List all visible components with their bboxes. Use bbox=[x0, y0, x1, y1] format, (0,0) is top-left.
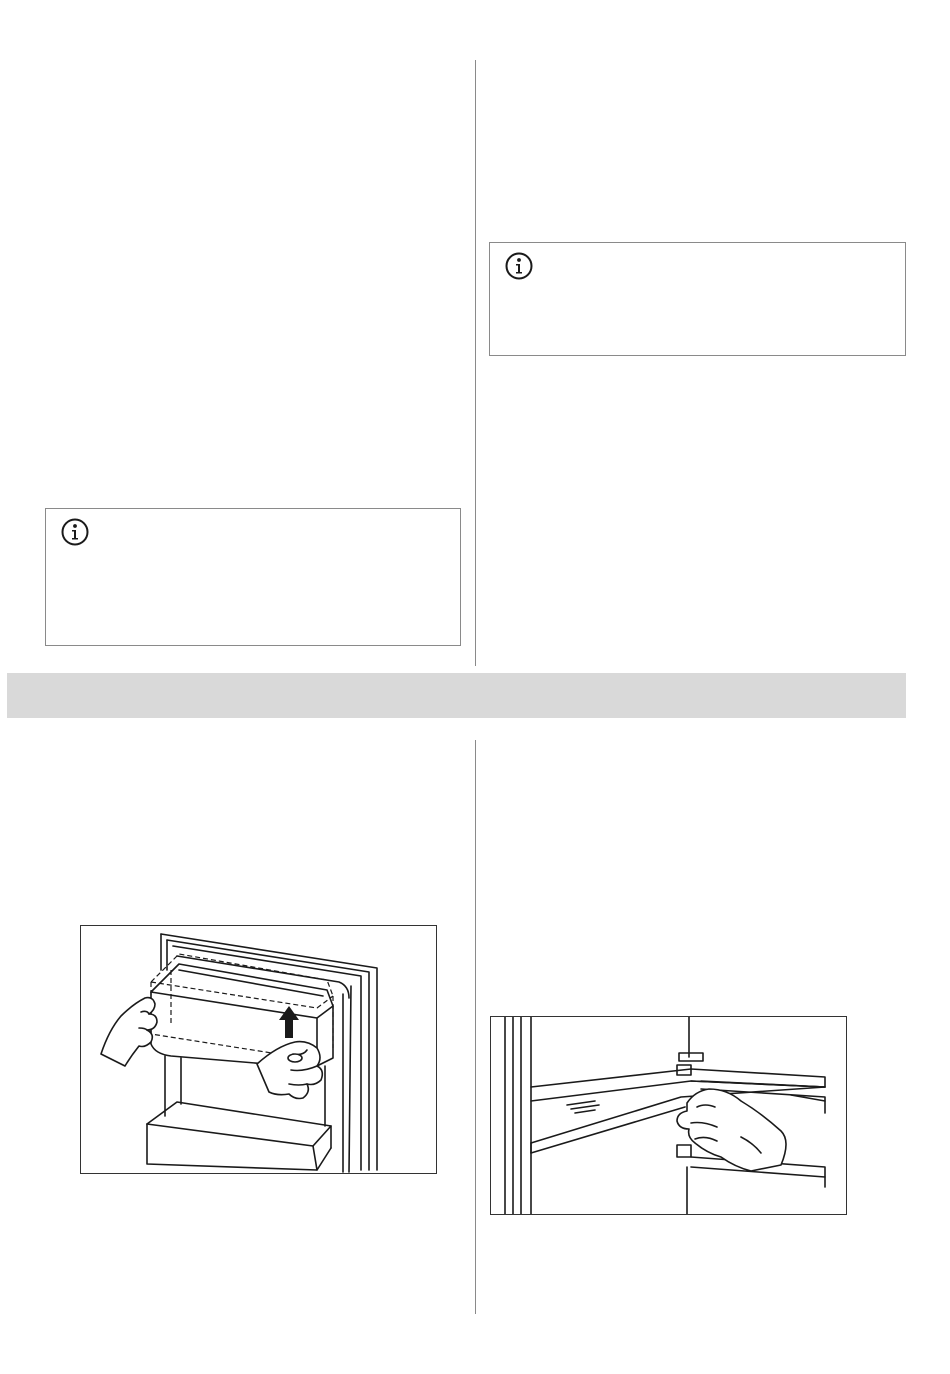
door-shelf-removal-illustration bbox=[80, 925, 437, 1174]
info-note-right bbox=[489, 242, 906, 356]
info-note-left bbox=[45, 508, 461, 646]
section-heading-band bbox=[7, 673, 906, 718]
column-divider-top bbox=[475, 60, 476, 666]
info-icon bbox=[60, 517, 90, 547]
glass-shelf-removal-illustration bbox=[490, 1016, 847, 1215]
column-divider-bottom bbox=[475, 740, 476, 1314]
arrow-up-icon bbox=[279, 1006, 299, 1038]
info-icon bbox=[504, 251, 534, 281]
